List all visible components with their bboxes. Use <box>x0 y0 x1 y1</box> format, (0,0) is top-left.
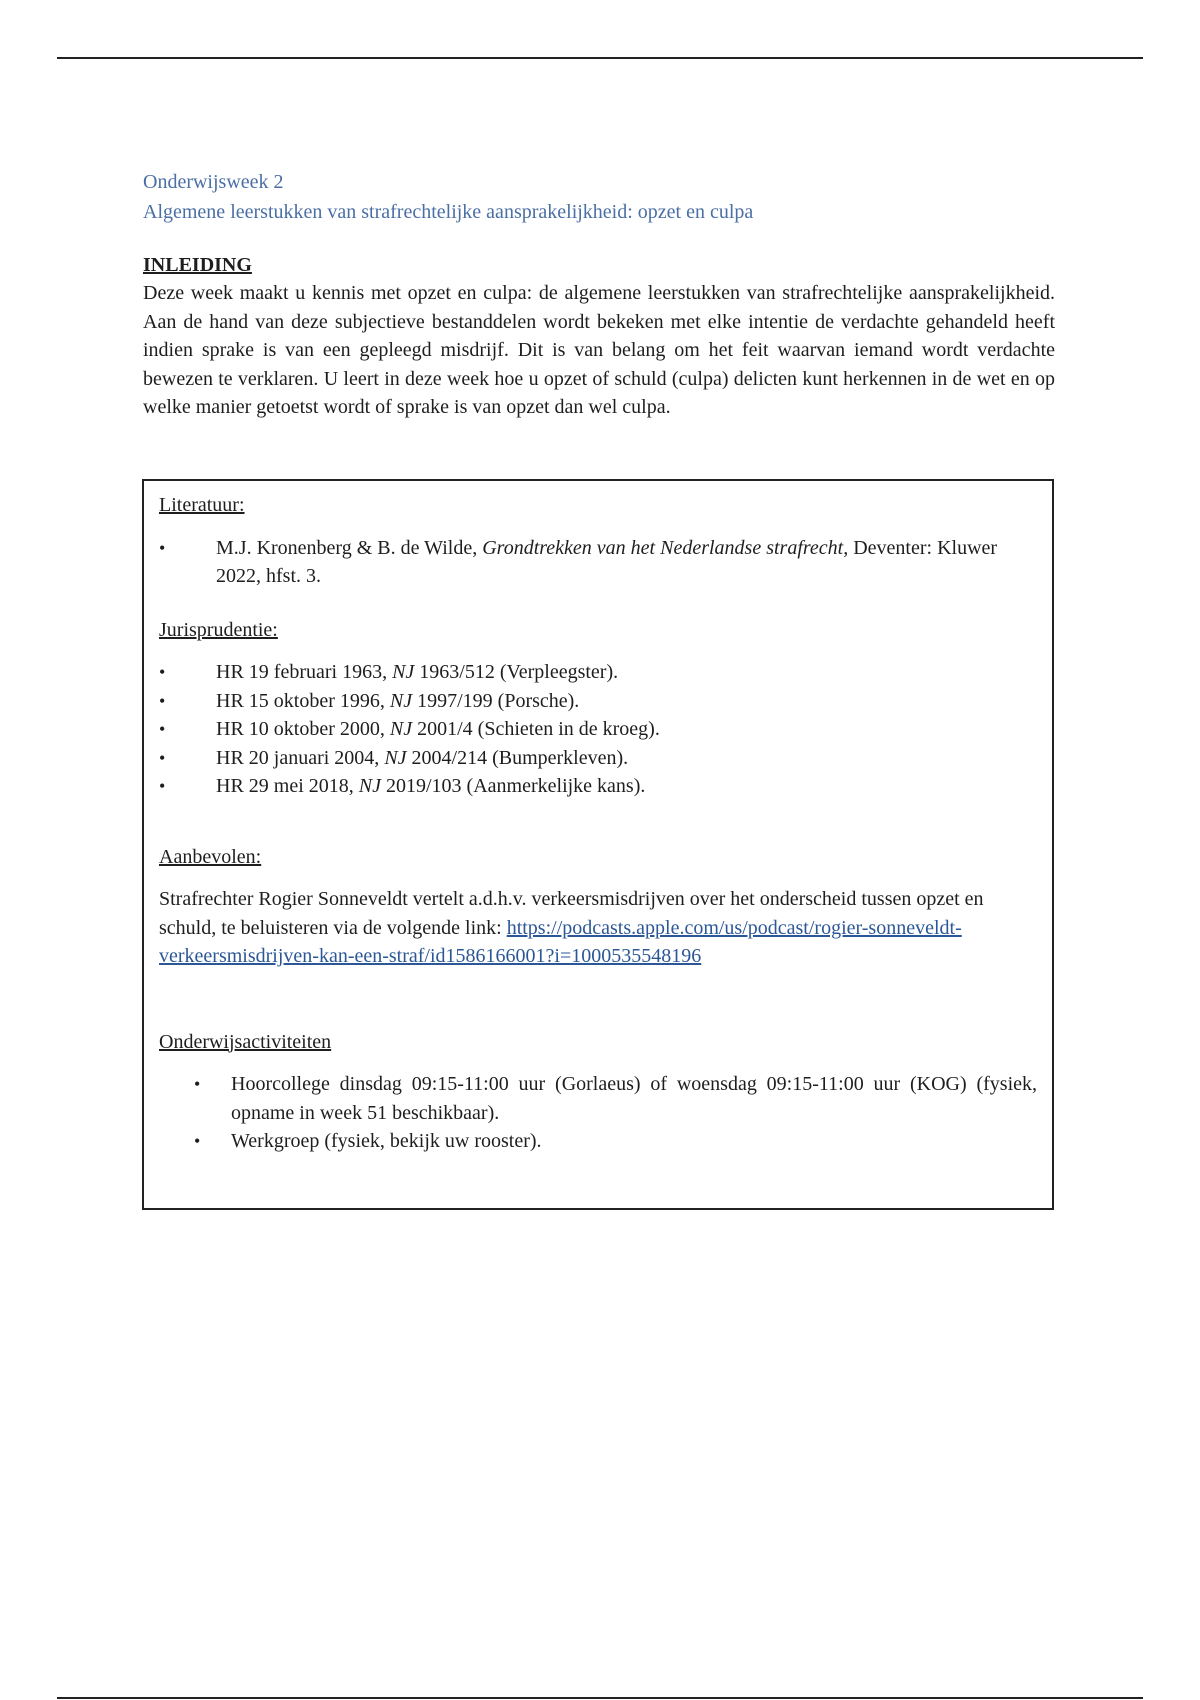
list-item <box>159 744 1037 773</box>
list-item <box>159 715 1037 744</box>
list-item <box>159 534 1037 591</box>
case-journal: NJ <box>389 689 413 712</box>
case-date: HR 19 februari 1963, <box>216 661 393 683</box>
top-rule <box>57 57 1143 59</box>
literature-authors: M.J. Kronenberg & B. de Wilde, <box>216 536 483 559</box>
podcast-link[interactable]: https://podcasts.apple.com/us/podcast/rogier-sonneveldt-verkeersmisdrijven-kan-een-straf/id1586166001?i=1000535548196 <box>159 916 962 967</box>
bullet-icon: • <box>159 662 166 682</box>
case-journal: NJ <box>384 746 407 769</box>
case-date: HR 15 oktober 1996, <box>216 689 390 712</box>
list-item <box>159 658 1037 687</box>
page-content <box>143 167 1055 422</box>
week-title: Onderwijsweek 2 <box>143 171 284 193</box>
bullet-icon: • <box>159 747 166 768</box>
case-reference: 2004/214 (Bumperkleven). <box>406 746 629 769</box>
literature-list <box>159 534 1037 591</box>
jurisprudence-list <box>159 658 1037 801</box>
case-reference: 2019/103 (Aanmerkelijke kans). <box>381 775 646 797</box>
literature-title: Grondtrekken van het Nederlandse strafrecht, <box>482 536 849 559</box>
intro-heading: INLEIDING <box>143 254 252 276</box>
literature-publisher: Deventer: Kluwer 2022, hfst. 3. <box>216 536 998 587</box>
case-reference: 1963/512 (Verpleegster). <box>414 661 619 683</box>
jurisprudence-label: Jurisprudentie: <box>159 618 278 641</box>
bullet-icon: • <box>194 1131 201 1151</box>
recommended-text: Strafrechter Rogier Sonneveldt vertelt a.d.h.v. verkeersmisdrijven over het onderscheid tussen opzet en schuld, te beluisteren via de volgende link: <box>159 888 984 939</box>
case-reference: 1997/199 (Porsche). <box>412 689 580 712</box>
case-journal: NJ <box>389 718 413 740</box>
recommended-label: Aanbevolen: <box>159 845 262 868</box>
literature-label: Literatuur: <box>159 494 245 516</box>
course-info-box <box>142 479 1054 1210</box>
bullet-icon: • <box>159 719 166 739</box>
activity-lecture: Hoorcollege dinsdag 09:15-11:00 uur (Gorlaeus) of woensdag 09:15-11:00 uur (KOG) (fysiek, opname in week 51 beschikbaar). <box>231 1073 1037 1124</box>
bullet-icon: • <box>159 776 166 796</box>
list-item <box>159 1070 1037 1127</box>
case-date: HR 20 januari 2004, <box>216 746 385 769</box>
bottom-rule <box>57 1697 1143 1699</box>
bullet-icon: • <box>194 1074 201 1094</box>
list-item <box>159 772 1037 801</box>
case-journal: NJ <box>392 661 415 683</box>
bullet-icon: • <box>159 537 166 558</box>
case-reference: 2001/4 (Schieten in de kroeg). <box>412 718 660 740</box>
list-item <box>159 687 1037 716</box>
activity-workgroup: Werkgroep (fysiek, bekijk uw rooster). <box>231 1130 542 1152</box>
intro-paragraph: Deze week maakt u kennis met opzet en culpa: de algemene leerstukken van strafrechtelijke aansprakelijkheid. Aan de hand van deze subjectieve bestanddelen wordt bekeken met elke intentie de verdachte gehandeld heeft indien sprake is van een gepleegd misdrijf. Dit is van belang om het feit waarvan iemand wordt verdachte bewezen te verklaren. U leert in deze week hoe u opzet of schuld (culpa) delicten kunt herkennen in de wet en op welke manier getoetst wordt of sprake is van opzet dan wel culpa. <box>143 282 1055 418</box>
activities-list <box>159 1070 1037 1156</box>
week-subtitle: Algemene leerstukken van strafrechtelijke aansprakelijkheid: opzet en culpa <box>143 201 754 223</box>
case-date: HR 29 mei 2018, <box>216 775 359 797</box>
activities-label: Onderwijsactiviteiten <box>159 1030 332 1053</box>
bullet-icon: • <box>159 690 166 711</box>
list-item <box>159 1127 1037 1156</box>
case-date: HR 10 oktober 2000, <box>216 718 390 740</box>
case-journal: NJ <box>358 775 381 797</box>
recommended-paragraph <box>159 885 1037 971</box>
